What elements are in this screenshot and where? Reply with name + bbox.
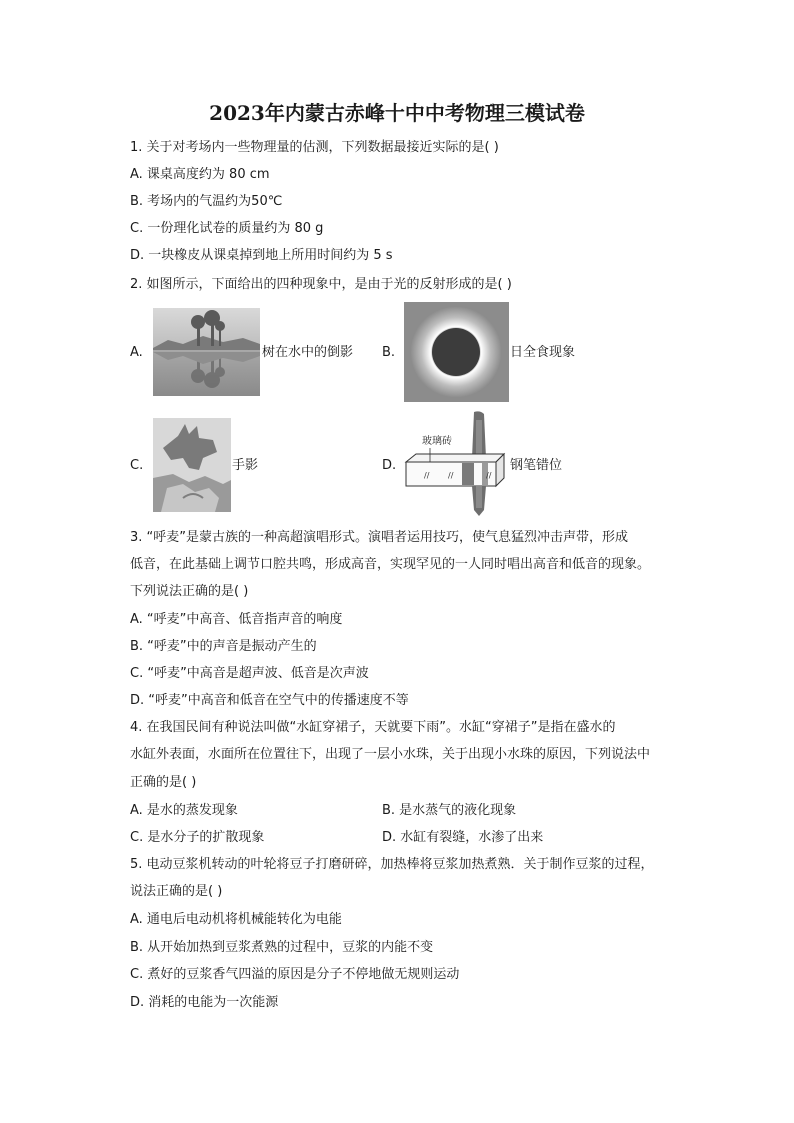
question-2-option-c-caption: 手影: [232, 458, 259, 473]
question-1-option-a: A. 课桌高度约为 80 cm: [130, 167, 270, 182]
question-5-option-d: D. 消耗的电能为一次能源: [130, 995, 279, 1010]
question-2-option-a-caption: 树在水中的倒影: [262, 345, 354, 360]
svg-text://: //: [424, 471, 430, 480]
question-3-stem-line-1: 3. “呼麦”是蒙古族的一种高超演唱形式。演唱者运用技巧，使气息猛烈冲击声带，形成: [130, 530, 629, 545]
question-2-option-d-letter: D.: [382, 458, 397, 473]
hand-shadow-photo: [153, 418, 231, 512]
question-4-stem-line-1: 4. 在我国民间有种说法叫做“水缸穿裙子，天就要下雨”。水缸“穿裙子”是指在盛水的: [130, 720, 616, 735]
question-5-stem-line-1: 5. 电动豆浆机转动的叶轮将豆子打磨研碎，加热棒将豆浆加热煮熟．关于制作豆浆的过程，: [130, 857, 654, 872]
question-2-option-c-letter: C.: [130, 458, 144, 473]
glass-brick-label: 玻璃砖: [422, 436, 452, 447]
question-3-option-a: A. “呼麦”中高音、低音指声音的响度: [130, 612, 343, 627]
svg-text://: //: [448, 471, 454, 480]
question-3-option-d: D. “呼麦”中高音和低音在空气中的传播速度不等: [130, 693, 409, 708]
question-4-stem-line-3: 正确的是( ): [130, 775, 197, 790]
question-5-option-c: C. 煮好的豆浆香气四溢的原因是分子不停地做无规则运动: [130, 967, 460, 982]
question-4-option-d: D. 水缸有裂缝，水渗了出来: [382, 830, 544, 845]
question-1-option-c: C. 一份理化试卷的质量约为 80 g: [130, 221, 324, 236]
question-4-option-c: C. 是水分子的扩散现象: [130, 830, 265, 845]
eclipse-photo: [404, 302, 509, 402]
question-5-stem-line-2: 说法正确的是( ): [130, 884, 223, 899]
question-2-stem: 2. 如图所示，下面给出的四种现象中，是由于光的反射形成的是( ): [130, 277, 512, 292]
question-4-option-b: B. 是水蒸气的液化现象: [382, 803, 517, 818]
svg-text://: //: [486, 471, 492, 480]
question-2-option-b-caption: 日全食现象: [510, 345, 576, 360]
question-2-option-d-caption: 钢笔错位: [510, 458, 563, 473]
question-3-stem-line-2: 低音，在此基础上调节口腔共鸣，形成高音，实现罕见的一人同时唱出高音和低音的现象。: [130, 557, 651, 572]
question-3-stem-line-3: 下列说法正确的是( ): [130, 584, 249, 599]
question-2-option-a-letter: A.: [130, 345, 143, 360]
question-5-option-b: B. 从开始加热到豆浆煮熟的过程中，豆浆的内能不变: [130, 940, 434, 955]
question-5-option-a: A. 通电后电动机将机械能转化为电能: [130, 912, 342, 927]
question-4-stem-line-2: 水缸外表面，水面所在位置往下，出现了一层小水珠，关于出现小水珠的原因，下列说法中: [130, 747, 651, 762]
question-4-option-a: A. 是水的蒸发现象: [130, 803, 238, 818]
question-1-option-d: D. 一块橡皮从课桌掉到地上所用时间约为 5 s: [130, 248, 393, 263]
pen-glass-figure: [400, 410, 510, 518]
question-2-option-b-letter: B.: [382, 345, 396, 360]
reflection-photo: [153, 308, 260, 396]
question-3-option-c: C. “呼麦”中高音是超声波、低音是次声波: [130, 666, 369, 681]
question-3-option-b: B. “呼麦”中的声音是振动产生的: [130, 639, 317, 654]
question-1-stem: 1. 关于对考场内一些物理量的估测，下列数据最接近实际的是( ): [130, 140, 499, 155]
exam-title: 2023年内蒙古赤峰十中中考物理三模试卷: [209, 101, 585, 125]
question-1-option-b: B. 考场内的气温约为50℃: [130, 194, 283, 209]
